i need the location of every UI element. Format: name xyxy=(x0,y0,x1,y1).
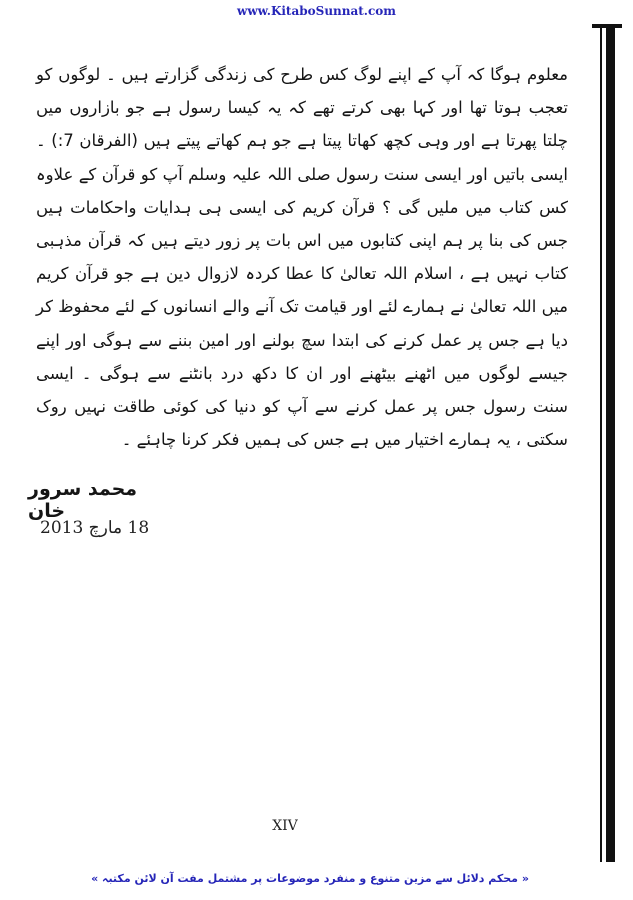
footer-tagline: « محکم دلائل سے مزین متنوع و منفرد موضوعات پر مشتمل مفت آن لائن مکتبہ » xyxy=(91,872,529,885)
page-edge-line xyxy=(600,26,602,862)
author-name: محمد سرور خان xyxy=(28,478,138,522)
body-paragraph: معلوم ہوگا کہ آپ کے اپنے لوگ کس طرح کی زندگی گزارتے ہیں ۔ لوگوں کو تعجب ہوتا تھا اور کہا بھی کرتے تھے کہ یہ کیسا رسول ہے جو بازاروں میں چلتا پھرتا ہے اور وہی کچھ کھاتا پیتا ہے جو ہم کھاتے پیتے ہیں (الفرقان 7:) ۔ ایسی باتیں اور ایسی سنت رسول صلی اللہ علیہ وسلم آپ کو قرآن کے علاوہ کس کتاب میں ملیں گی ؟ قرآن کریم کی ایسی ہی ہدایات واحکامات ہیں جس کی بنا پر ہم اپنی کتابوں میں اس بات پر زور دیتے ہیں کہ قرآن مذہبی کتاب نہیں ہے ، اسلام اللہ تعالیٰ کا عطا کردہ لازوال دین ہے جو قرآن کریم میں اللہ تعالیٰ نے ہمارے لئے اور قیامت تک آنے والے انسانوں کے لئے محفوظ کر دیا ہے جس پر عمل کرنے کی ابتدا سچ بولنے اور امین بننے سے ہوگی اور اپنے جیسے لوگوں میں اٹھنے بیٹھنے اور ان کا دکھ درد بانٹنے سے ہوگی ۔ ایسی سنت رسول جس پر عمل کرنے سے آپ کو دنیا کی کوئی طاقت نہیں روک سکتی ، یہ ہمارے اختیار میں ہے جس کی ہمیں فکر کرنا چاہئے ۔ xyxy=(36,65,568,450)
page-number: XIV xyxy=(272,818,298,834)
page-edge-top-cap xyxy=(592,24,622,28)
signature-date: 18 مارچ 2013 xyxy=(40,518,150,538)
page-edge-bar xyxy=(606,26,615,862)
header-url[interactable]: www.KitaboSunnat.com xyxy=(236,4,396,18)
